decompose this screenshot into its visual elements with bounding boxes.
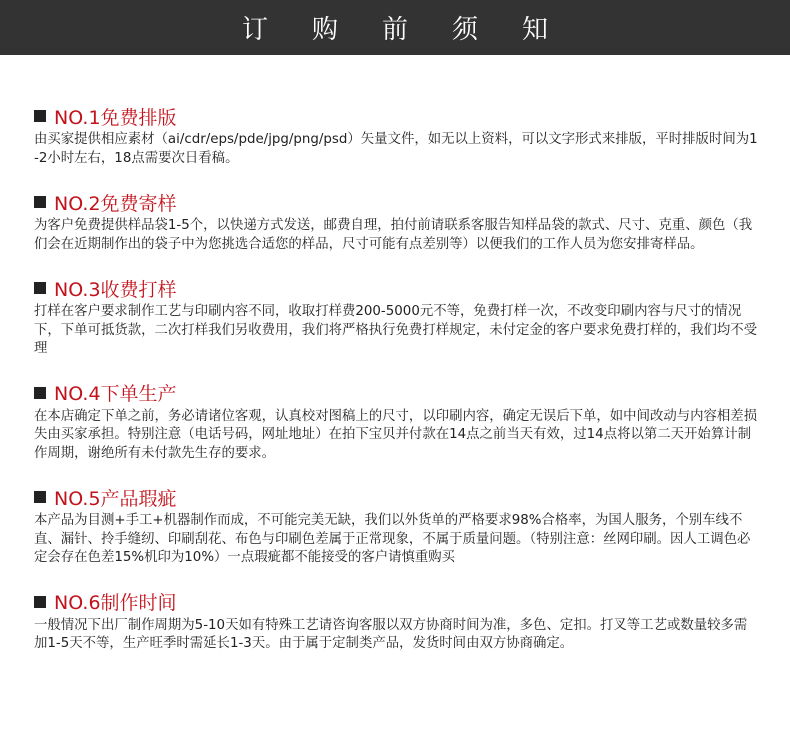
square-bullet-icon	[34, 596, 46, 608]
section-heading	[34, 274, 764, 302]
section-heading	[34, 379, 764, 407]
section-title: NO.2免费寄样	[54, 192, 177, 215]
section-heading	[34, 483, 764, 511]
section-body: 为客户免费提供样品袋1-5个，以快递方式发送，邮费自理，拍付前请联系客服告知样品袋的款式、尺寸、克重、颜色（我们会在近期制作出的袋子中为您挑选合适您的样品，尺寸可能有点差别等）以便我们的工作人员为您安排寄样品。	[34, 218, 753, 252]
section-title: NO.4下单生产	[54, 383, 177, 405]
header-bar	[0, 0, 790, 55]
section-order-production	[34, 379, 764, 464]
section-heading	[34, 102, 764, 130]
section-product-defects	[34, 483, 764, 568]
section-free-layout	[34, 102, 764, 168]
page-title: 订购前须知	[241, 15, 592, 45]
section-free-samples	[34, 188, 764, 254]
section-title: NO.3收费打样	[54, 278, 177, 301]
section-title: NO.6制作时间	[54, 592, 177, 614]
section-body: 一般情况下出厂制作周期为5-10天如有特殊工艺请咨询客服以双方协商时间为准，多色、定扣。打叉等工艺或数量较多需加1-5天不等，生产旺季时需延长1-3天。由于属于定制类产品，发货时间由双方协商确定。	[34, 617, 748, 651]
section-paid-proofing	[34, 274, 764, 359]
section-title: NO.1免费排版	[54, 106, 177, 129]
section-heading	[34, 588, 764, 616]
square-bullet-icon	[34, 196, 46, 208]
section-title: NO.5产品瑕疵	[54, 487, 177, 510]
section-heading	[34, 188, 764, 216]
section-body: 由买家提供相应素材（ai/cdr/eps/pde/jpg/png/psd）矢量文件，如无以上资料，可以文字形式来排版，平时排版时间为1-2小时左右，18点需要次日看稿。	[34, 132, 758, 166]
square-bullet-icon	[34, 282, 46, 294]
section-body: 打样在客户要求制作工艺与印刷内容不同，收取打样费200-5000元不等，免费打样一次，不改变印刷内容与尺寸的情况下，下单可抵货款，二次打样我们另收费用，我们将严格执行免费打样规定，未付定金的客户要求免费打样的，我们均不受理	[34, 304, 758, 356]
section-body: 本产品为目测+手工+机器制作而成，不可能完美无缺，我们以外货单的严格要求98%合格率，为国人服务，个别车线不直、漏针、拎手缝纫、印刷刮花、布色与印刷色差属于正常现象，不属于质量问题。（特别注意：丝网印刷。因人工调色必定会存在色差15%机印为10%）一点瑕疵都不能接受的客户请慎重购买	[34, 513, 751, 565]
square-bullet-icon	[34, 387, 46, 399]
section-body: 在本店确定下单之前，务必请诸位客观，认真校对图稿上的尺寸，以印刷内容，确定无误后下单，如中间改动与内容相差损失由买家承担。特别注意（电话号码，网址地址）在拍下宝贝并付款在14点之前当天有效，过14点将以第二天开始算计制作周期，谢绝所有未付款先生存的要求。	[34, 408, 758, 461]
square-bullet-icon	[34, 491, 46, 503]
square-bullet-icon	[34, 110, 46, 122]
notice-content	[0, 55, 764, 654]
section-production-time	[34, 588, 764, 654]
